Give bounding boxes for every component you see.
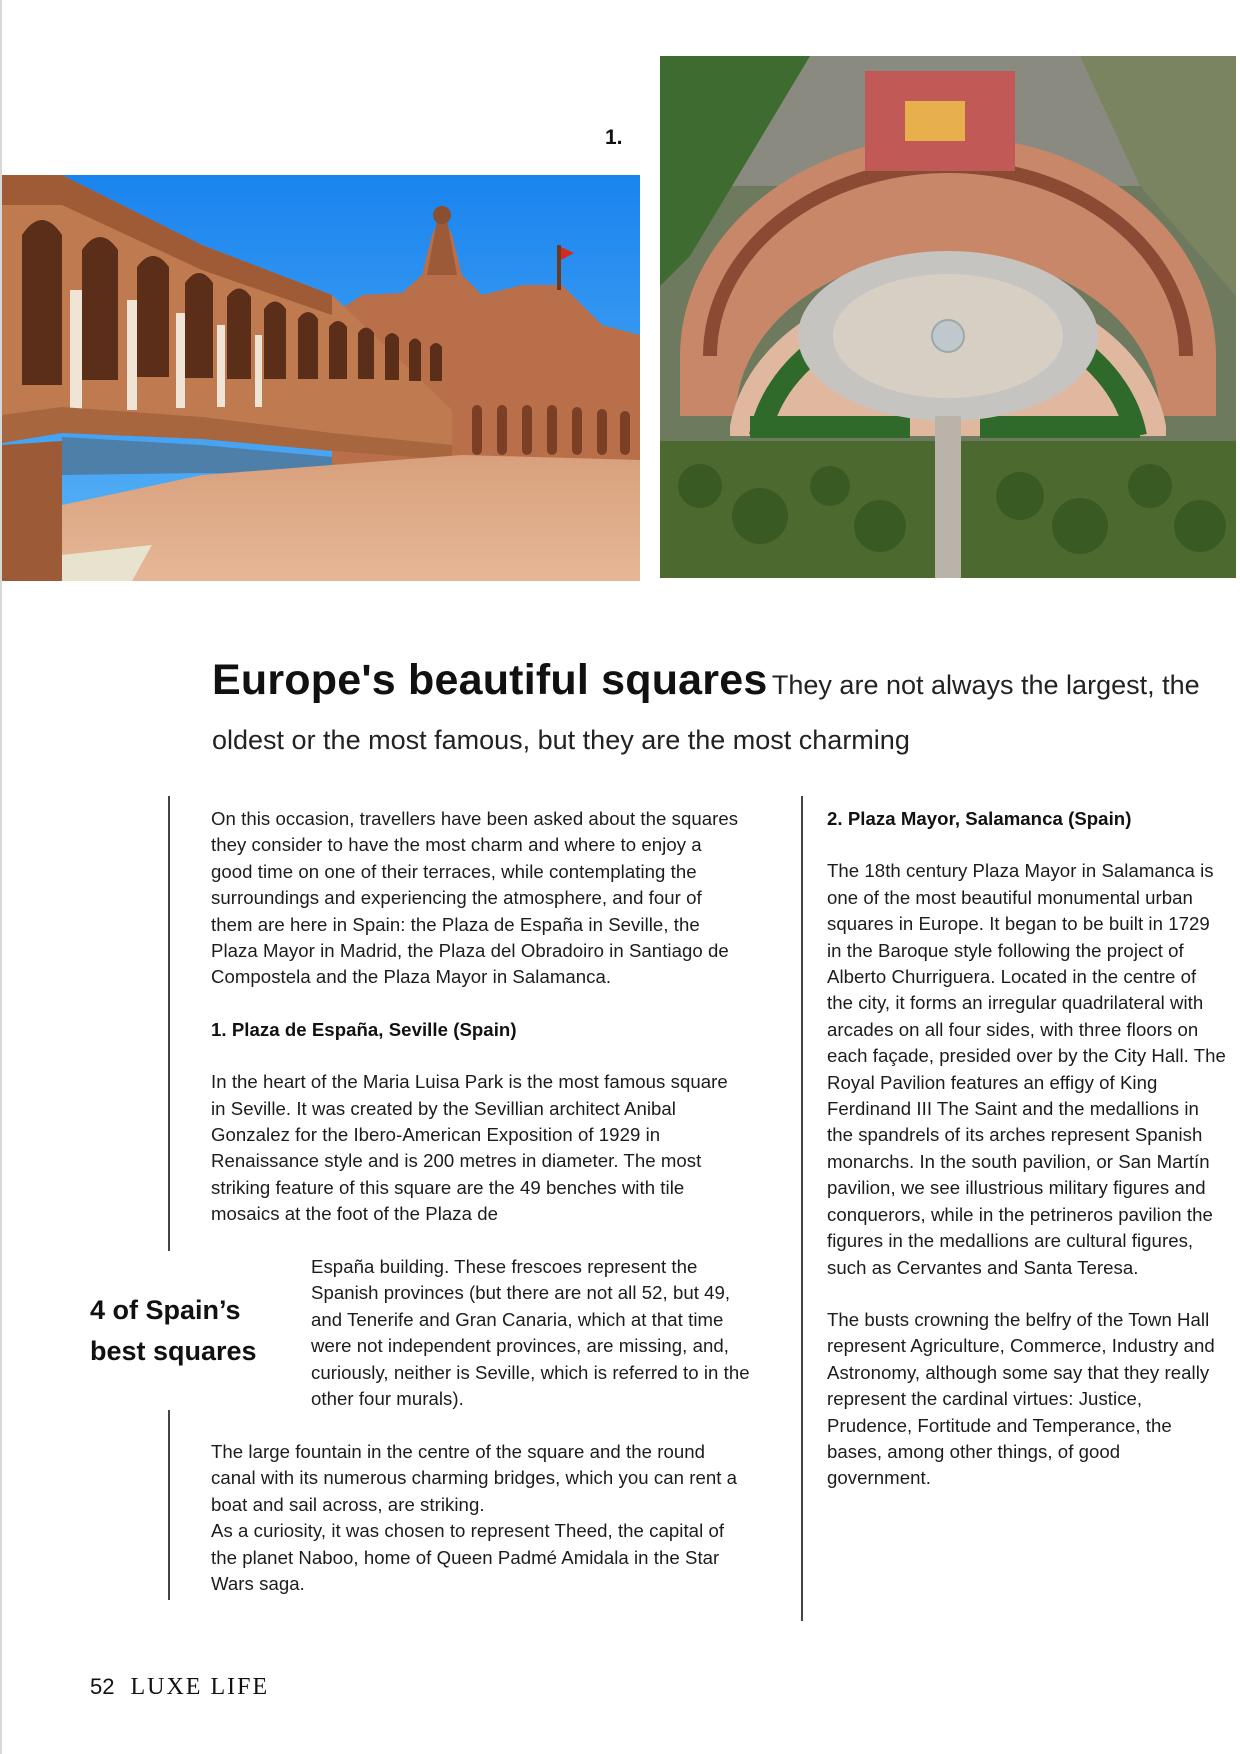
- plaza-espana-arcade-photo: [2, 175, 640, 581]
- plaza-espana-aerial-photo: [660, 56, 1236, 578]
- column-rule: [801, 796, 803, 1621]
- body-paragraph: The busts crowning the belfry of the Town Hall represent Agriculture, Commerce, Industry and Astronomy, although some say that they really represent the cardinal virtues: Justice, Prudence, Fortitude and Temperance, the bases, among other things, of good government.: [827, 1308, 1215, 1489]
- right-column-text: [827, 806, 1227, 1492]
- article-title: Europe's beautiful squares: [212, 656, 768, 704]
- left-column-inset-text: [311, 1254, 751, 1412]
- intro-paragraph: On this occasion, travellers have been asked about the squares they consider to have the most charm and where to enjoy a good time on one of their terraces, while contemplating the surroundings and experiencing the atmosphere, and four of them are here in Spain: the Plaza de España in Seville, the Plaza Mayor in Madrid, the Plaza del Obradoiro in Santiago de Compostela and the Plaza Mayor in Salamanca.: [211, 808, 739, 988]
- column-rule: [168, 1410, 170, 1600]
- pull-quote: [90, 1290, 290, 1372]
- magazine-name: LUXE LIFE: [130, 1674, 270, 1700]
- page-number: 52: [90, 1674, 115, 1699]
- section-heading: 2. Plaza Mayor, Salamanca (Spain): [827, 808, 1132, 829]
- column-rule: [168, 796, 170, 1251]
- pull-quote-line: best squares: [90, 1336, 257, 1366]
- photo-number: 1.: [605, 126, 623, 149]
- body-paragraph: España building. These frescoes represent the Spanish provinces (but there are not all 52, but 49, and Tenerife and Gran Canaria, which at that time were not independent provinces, are missing, and, curiously, neither is Seville, which is referred to in the other four murals).: [311, 1256, 750, 1410]
- pull-quote-line: 4 of Spain’s: [90, 1295, 241, 1325]
- left-column-bottom-text: [211, 1439, 741, 1597]
- body-paragraph: In the heart of the Maria Luisa Park is the most famous square in Seville. It was created by the Sevillian architect Anibal Gonzalez for the Ibero-American Exposition of 1929 in Renaissance style and is 200 metres in diameter. The most striking feature of this square are the 49 benches with tile mosaics at the foot of the Plaza de: [211, 1071, 728, 1225]
- body-paragraph: The large fountain in the centre of the square and the round canal with its numerous charming bridges, which you can rent a boat and sail across, are striking.: [211, 1441, 738, 1515]
- body-paragraph: The 18th century Plaza Mayor in Salamanca is one of the most beautiful monumental urban squares in Europe. It began to be built in 1729 in the Baroque style following the project of Alberto Churriguera. Located in the centre of the city, it forms an irregular quadrilateral with arcades on all four sides, with three floors on each façade, presided over by the City Hall. The Royal Pavilion features an effigy of King Ferdinand III The Saint and the medallions in the spandrels of its arches represent Spanish monarchs. In the south pavilion, or San Martín pavilion, we see illustrious military figures and conquerors, while in the petrineros pavilion the figures in the medallions are cultural figures, such as Cervantes and Santa Teresa.: [827, 860, 1226, 1278]
- page-footer: [90, 1674, 269, 1701]
- body-paragraph: As a curiosity, it was chosen to represent Theed, the capital of the planet Naboo, home of Queen Padmé Amidala in the Star Wars saga.: [211, 1520, 725, 1595]
- article-headline: [212, 655, 1212, 770]
- left-column-text: [211, 806, 741, 1228]
- article-subtitle: They are not always the largest, the oldest or the most famous, but they are the most charming: [212, 670, 1200, 755]
- section-heading: 1. Plaza de España, Seville (Spain): [211, 1018, 517, 1040]
